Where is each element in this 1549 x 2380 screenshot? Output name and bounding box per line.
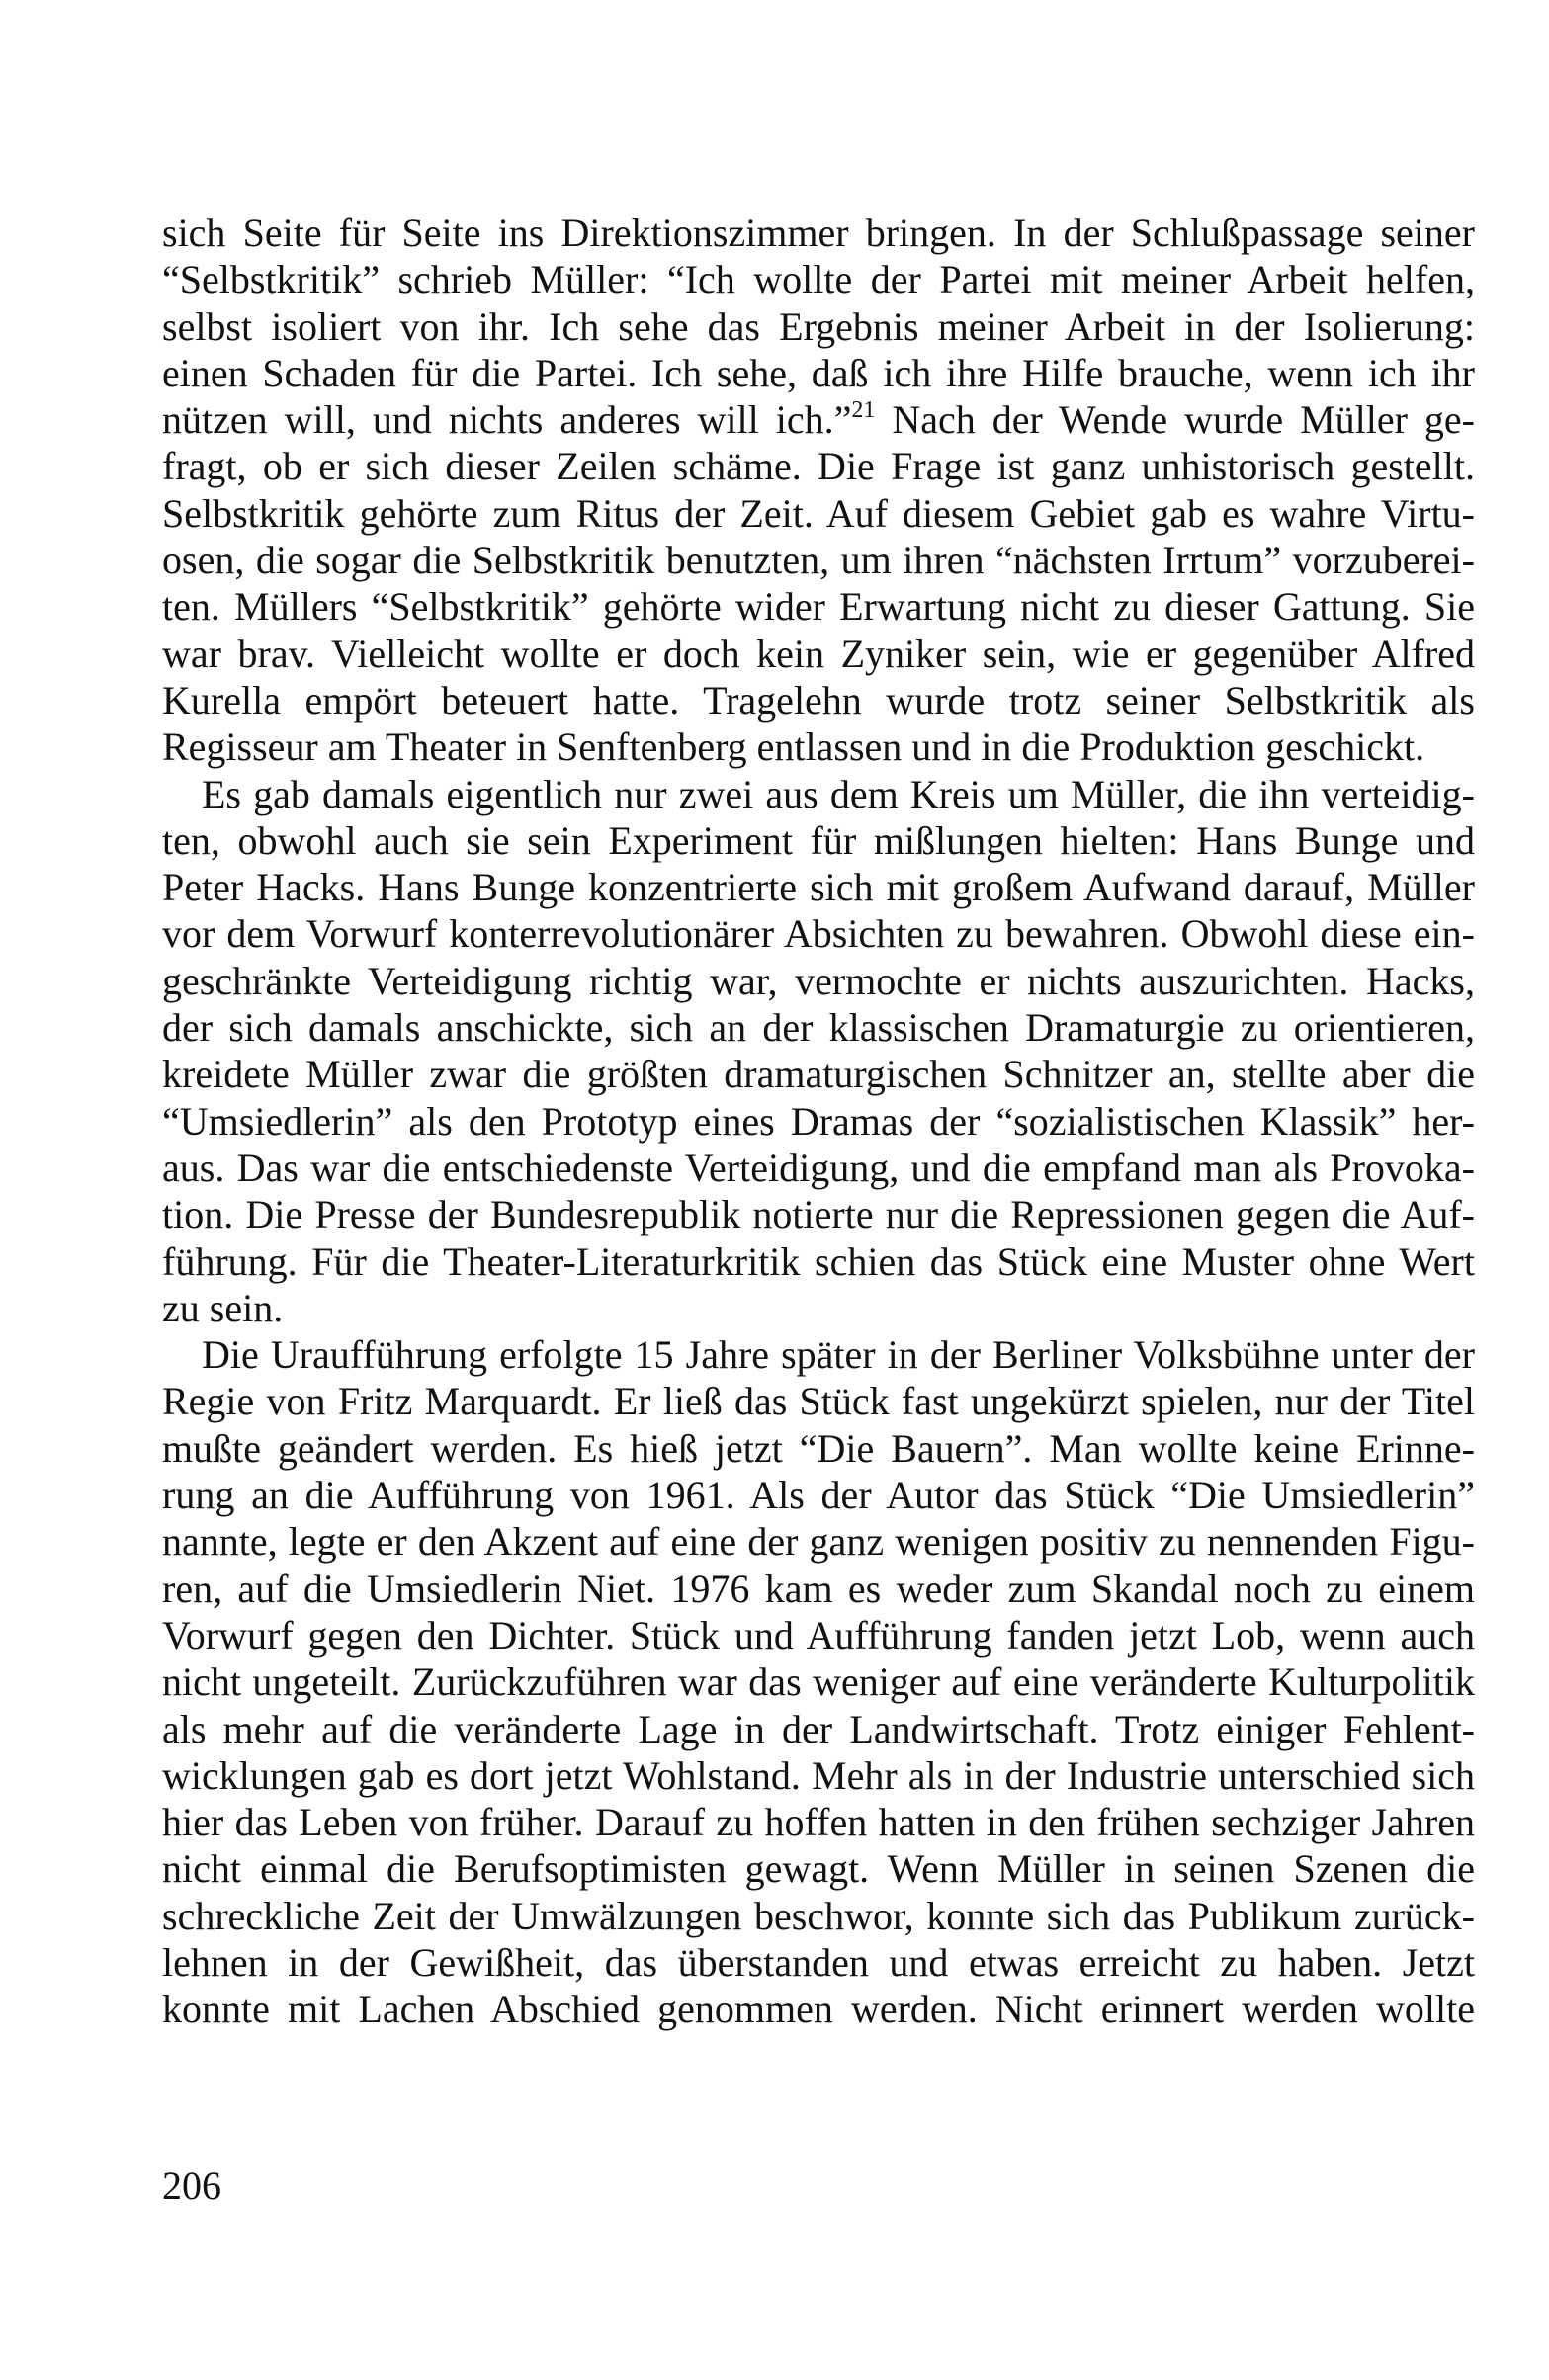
text-line: rung an die Aufführung von 1961. Als der Autor das Stück “Die Umsiedlerin” — [162, 1473, 1475, 1518]
text-line: nicht einmal die Berufsoptimisten gewagt. Wenn Müller in seinen Szenen die — [162, 1846, 1475, 1892]
text-line: schreckliche Zeit der Umwälzungen beschwor, konnte sich das Publikum zurück- — [162, 1893, 1475, 1938]
text-line: Selbstkritik gehörte zum Ritus der Zeit. Auf diesem Gebiet gab es wahre Virtu- — [162, 490, 1475, 536]
text-line: war brav. Vielleicht wollte er doch kein Zyniker sein, wie er gegenüber Alfred — [162, 631, 1475, 676]
paragraph — [162, 210, 1475, 771]
text-line: hier das Leben von früher. Darauf zu hoffen hatten in den frühen sechziger Jahren — [162, 1800, 1475, 1845]
text-line: konnte mit Lachen Abschied genommen werden. Nicht erinnert werden wollte — [162, 1987, 1475, 2032]
text-line: selbst isoliert von ihr. Ich sehe das Ergebnis meiner Arbeit in der Isolierung: — [162, 303, 1475, 349]
text-line: ten. Müllers “Selbstkritik” gehörte wider Erwartung nicht zu dieser Gattung. Sie — [162, 584, 1475, 630]
text-line: Es gab damals eigentlich nur zwei aus dem Kreis um Müller, die ihn verteidig- — [202, 771, 1475, 816]
text-line: zu sein. — [162, 1285, 284, 1330]
page-number: 206 — [162, 2164, 221, 2208]
text-line: nicht ungeteilt. Zurückzuführen war das weniger auf eine veränderte Kulturpolitik — [162, 1659, 1475, 1705]
text-line: vor dem Vorwurf konterrevolutionärer Absichten zu bewahren. Obwohl diese ein- — [162, 911, 1475, 957]
paragraph — [162, 1331, 1475, 2032]
paragraph — [162, 771, 1475, 1332]
text-line: “Selbstkritik” schrieb Müller: “Ich wollte der Partei mit meiner Arbeit helfen, — [162, 257, 1475, 302]
text-line: nannte, legte er den Akzent auf eine der ganz wenigen positiv zu nennenden Figu- — [162, 1519, 1475, 1565]
text-segment: nützen will, und nichts anderes will ich.” — [162, 397, 852, 443]
text-line — [162, 396, 1475, 443]
text-segment: Nach der Wende wurde Müller ge- — [875, 397, 1475, 443]
text-line: wicklungen gab es dort jetzt Wohlstand. Mehr als in der Industrie unterschied sich — [162, 1752, 1475, 1798]
text-line: Kurella empört beteuert hatte. Tragelehn wurde trotz seiner Selbstkritik als — [162, 677, 1475, 722]
text-line: Vorwurf gegen den Dichter. Stück und Aufführung fanden jetzt Lob, wenn auch — [162, 1612, 1475, 1658]
text-line: führung. Für die Theater-Literaturkritik schien das Stück eine Muster ohne Wert — [162, 1238, 1475, 1284]
text-line: fragt, ob er sich dieser Zeilen schäme. Die Frage ist ganz unhistorisch gestellt. — [162, 444, 1475, 489]
text-line: Regie von Fritz Marquardt. Er ließ das Stück fast ungekürzt spielen, nur der Titel — [162, 1379, 1475, 1424]
text-line: Die Uraufführung erfolgte 15 Jahre später in der Berliner Volksbühne unter der — [202, 1332, 1475, 1378]
text-line: Regisseur am Theater in Senftenberg entlassen und in die Produktion geschickt. — [162, 724, 1425, 770]
text-line: aus. Das war die entschiedenste Verteidigung, und die empfand man als Provoka- — [162, 1145, 1475, 1190]
text-line: lehnen in der Gewißheit, das überstanden und etwas erreicht zu haben. Jetzt — [162, 1939, 1475, 1985]
text-line: als mehr auf die veränderte Lage in der Landwirtschaft. Trotz einiger Fehlent- — [162, 1706, 1475, 1751]
text-line: ten, obwohl auch sie sein Experiment für mißlungen hielten: Hans Bunge und — [162, 817, 1475, 863]
text-line: mußte geändert werden. Es hieß jetzt “Die Bauern”. Man wollte keine Erinne- — [162, 1425, 1475, 1471]
text-line: tion. Die Presse der Bundesrepublik notierte nur die Repressionen gegen die Auf- — [162, 1192, 1475, 1237]
text-line: der sich damals anschickte, sich an der klassischen Dramaturgie zu orientieren, — [162, 1005, 1475, 1051]
text-line: kreidete Müller zwar die größten dramaturgischen Schnitzer an, stellte aber die — [162, 1052, 1475, 1097]
text-line: geschränkte Verteidigung richtig war, vermochte er nichts auszurichten. Hacks, — [162, 958, 1475, 1003]
text-line: einen Schaden für die Partei. Ich sehe, daß ich ihre Hilfe brauche, wenn ich ihr — [162, 350, 1475, 395]
text-line: osen, die sogar die Selbstkritik benutzten, um ihren “nächsten Irrtum” vorzuberei- — [162, 538, 1475, 583]
text-line: sich Seite für Seite ins Direktionszimmer bringen. In der Schlußpassage seiner — [162, 211, 1475, 255]
text-line: “Umsiedlerin” als den Prototyp eines Dramas der “sozialistischen Klassik” her- — [162, 1098, 1475, 1144]
text-line: Peter Hacks. Hans Bunge konzentrierte sich mit großem Aufwand darauf, Müller — [162, 865, 1475, 910]
footnote-marker: 21 — [851, 397, 876, 424]
body-text — [162, 210, 1475, 2033]
text-line: ren, auf die Umsiedlerin Niet. 1976 kam es weder zum Skandal noch zu einem — [162, 1566, 1475, 1611]
